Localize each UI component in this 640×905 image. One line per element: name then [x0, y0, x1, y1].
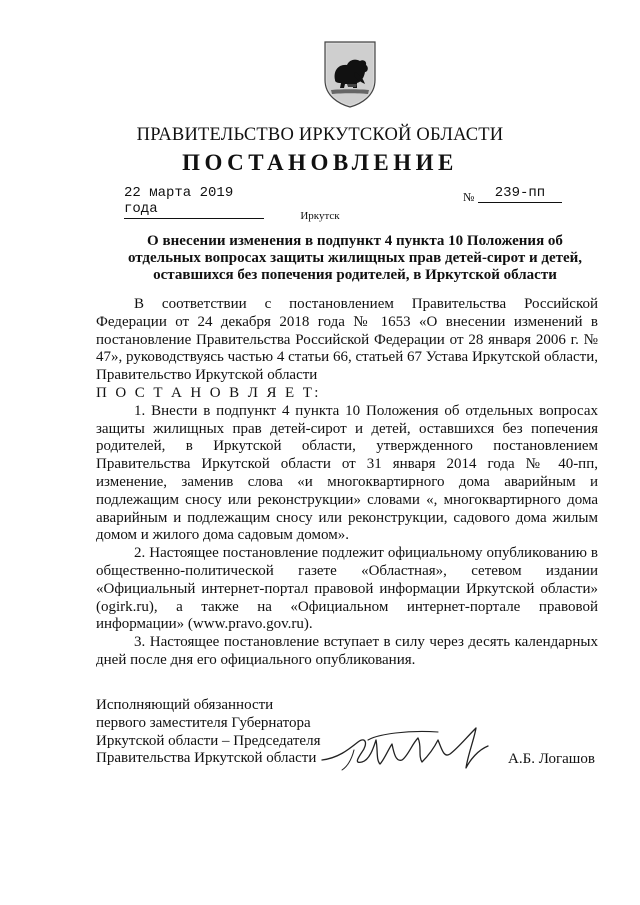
document-subject: О внесении изменения в подпункт 4 пункта 10 Положения об отдельных вопросах защиты жилищных прав детей-сирот и детей, оставшихся без попечения родителей, в Иркутской области — [127, 233, 583, 283]
decree-word: П О С Т А Н О В Л Я Е Т: — [96, 384, 321, 401]
coat-of-arms-icon — [321, 40, 379, 108]
intro-paragraph: В соответствии с постановлением Правительства Российской Федерации от 24 декабря 2018 года № 1653 «О внесении изменений в постановление Правительства Российской Федерации от 28 января 2006 г. № 47», руководствуясь частью 4 статьи 66, статьей 67 Устава Иркутской области, Правительство Иркутской области — [96, 296, 598, 384]
signatory-line-1: Исполняющий обязанности — [96, 697, 274, 713]
document-number: 239-пп — [478, 185, 562, 203]
government-title: ПРАВИТЕЛЬСТВО ИРКУТСКОЙ ОБЛАСТИ — [136, 125, 504, 145]
item-2-paragraph: 2. Настоящее постановление подлежит официальному опубликованию в общественно-политической газете «Областная», сетевом издании «Официальный интернет-портал правовой информации Иркутской области» (ogirk.ru), а также на «Официальном интернет-портале правовой информации» (www.pravo.gov.ru). — [96, 545, 598, 633]
item-3-paragraph: 3. Настоящее постановление вступает в силу через десять календарных дней после дня его официального опубликования. — [96, 634, 598, 668]
item-1-paragraph: 1. Внести в подпункт 4 пункта 10 Положения об отдельных вопросах защиты жилищных прав детей-сирот и детей, оставшихся без попечения родителей, в Иркутской области, утвержденного постановлением Правительства Иркутской области от 31 января 2014 года № 40-пп, изменение, заменив слова «и многоквартирного дома аварийным и подлежащим сносу или реконструкции» словами «, многоквартирного дома аварийным и подлежащим сносу или реконструкции, садового дома жилым домом и жилого дома садовым домом». — [96, 402, 598, 544]
signatory-line-2: первого заместителя Губернатора — [96, 714, 311, 731]
document-body — [96, 296, 598, 670]
signatory-line-4: Правительства Иркутской области — [96, 750, 317, 767]
number-sign: № — [463, 190, 475, 204]
document-type: ПОСТАНОВЛЕНИЕ — [182, 150, 458, 175]
signer-name: А.Б. Логашов — [508, 751, 595, 767]
document-date: 22 марта 2019 года — [124, 185, 264, 219]
signatory-line-3: Иркутской области – Председателя — [96, 732, 321, 749]
handwritten-signature-icon — [318, 720, 498, 775]
signatory-position — [96, 697, 320, 768]
document-city: Иркутск — [300, 210, 340, 222]
